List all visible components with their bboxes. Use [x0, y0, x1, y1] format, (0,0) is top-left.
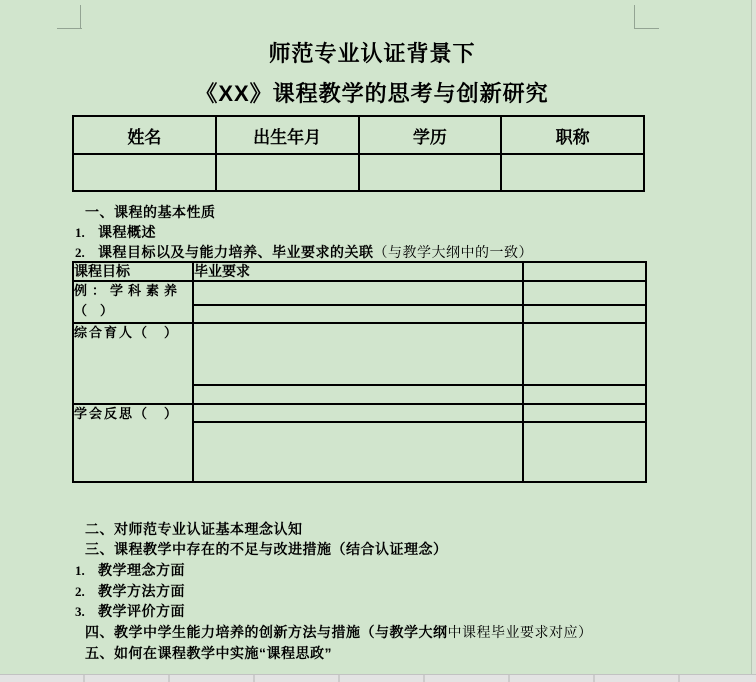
section1-heading [85, 202, 216, 222]
objectives-header-requirement: 毕业要求 [193, 262, 523, 281]
info-cell-name[interactable] [73, 154, 216, 191]
section3-item1 [75, 560, 185, 580]
section1-item2 [75, 242, 533, 262]
extra-cell[interactable] [523, 422, 646, 482]
margin-mark-top-right-icon [634, 28, 659, 29]
margin-mark-top-right-icon [634, 5, 635, 29]
info-header-birthdate: 出生年月 [216, 116, 359, 154]
margin-mark-top-left-icon [80, 5, 81, 29]
item-text: 教学方法方面 [98, 583, 185, 599]
document-title-line1: 师范专业认证背景下 [268, 41, 476, 66]
section2-heading-text: 二、对师范专业认证基本理念认知 [85, 521, 303, 537]
objective-label-line2: （ ） [74, 304, 114, 319]
info-header-title: 职称 [501, 116, 644, 154]
info-table-input-row [73, 154, 644, 191]
margin-mark-top-left-icon [57, 28, 82, 29]
section4-bold-text: 四、教学中学生能力培养的创新方法与措施（与教学大纲 [85, 624, 448, 640]
section4-heading [85, 622, 593, 642]
objective-label-example [73, 281, 193, 323]
info-table-header-row [73, 116, 644, 154]
extra-cell[interactable] [523, 323, 646, 385]
info-cell-education[interactable] [359, 154, 502, 191]
item-text: 课程概述 [98, 224, 156, 240]
objectives-header-extra [523, 262, 646, 281]
objective-label-integrated [73, 323, 193, 404]
objective-label-line1: 例：学科素养 [74, 284, 183, 299]
extra-cell[interactable] [523, 281, 646, 305]
objective-label-text: 学会反思（ ） [74, 407, 180, 422]
info-cell-title[interactable] [501, 154, 644, 191]
requirement-cell[interactable] [193, 422, 523, 482]
extra-cell[interactable] [523, 305, 646, 323]
section1-heading-text: 一、课程的基本性质 [85, 204, 216, 220]
item-number: 3. [75, 604, 85, 619]
table-row [73, 323, 646, 385]
objectives-table [72, 261, 647, 483]
bottom-edge-bar [0, 674, 756, 682]
info-table [72, 115, 645, 192]
section3-item2 [75, 581, 185, 601]
requirement-cell[interactable] [193, 385, 523, 404]
requirement-cell[interactable] [193, 323, 523, 385]
info-header-name: 姓名 [73, 116, 216, 154]
item-number: 1. [75, 225, 85, 240]
item-note: （与教学大纲中的一致） [373, 244, 533, 260]
requirement-cell[interactable] [193, 404, 523, 422]
table-row [73, 404, 646, 422]
item-text: 课程目标以及与能力培养、毕业要求的关联 [98, 244, 374, 260]
extra-cell[interactable] [523, 385, 646, 404]
extra-cell[interactable] [523, 404, 646, 422]
document-title-line2: 《XX》课程教学的思考与创新研究 [195, 81, 549, 106]
section3-heading-text: 三、课程教学中存在的不足与改进措施（结合认证理念） [85, 541, 448, 557]
section1-item1 [75, 222, 156, 242]
objective-label-text: 综合育人（ ） [74, 326, 180, 341]
table-row [73, 281, 646, 305]
item-text: 教学评价方面 [98, 603, 185, 619]
objectives-header-goal: 课程目标 [73, 262, 193, 281]
item-number: 2. [75, 245, 85, 260]
item-text: 教学理念方面 [98, 562, 185, 578]
item-number: 2. [75, 584, 85, 599]
requirement-cell[interactable] [193, 305, 523, 323]
section3-item3 [75, 601, 185, 621]
section3-heading [85, 539, 448, 559]
requirement-cell[interactable] [193, 281, 523, 305]
info-header-education: 学历 [359, 116, 502, 154]
page-right-edge [751, 0, 756, 674]
section5-heading-text: 五、如何在课程教学中实施“课程思政” [85, 645, 332, 661]
section4-normal-text: 中课程毕业要求对应） [447, 624, 593, 640]
objective-label-reflect [73, 404, 193, 482]
section2-heading [85, 519, 303, 539]
section5-heading [85, 643, 332, 663]
info-cell-birthdate[interactable] [216, 154, 359, 191]
item-number: 1. [75, 563, 85, 578]
objectives-header-row [73, 262, 646, 281]
